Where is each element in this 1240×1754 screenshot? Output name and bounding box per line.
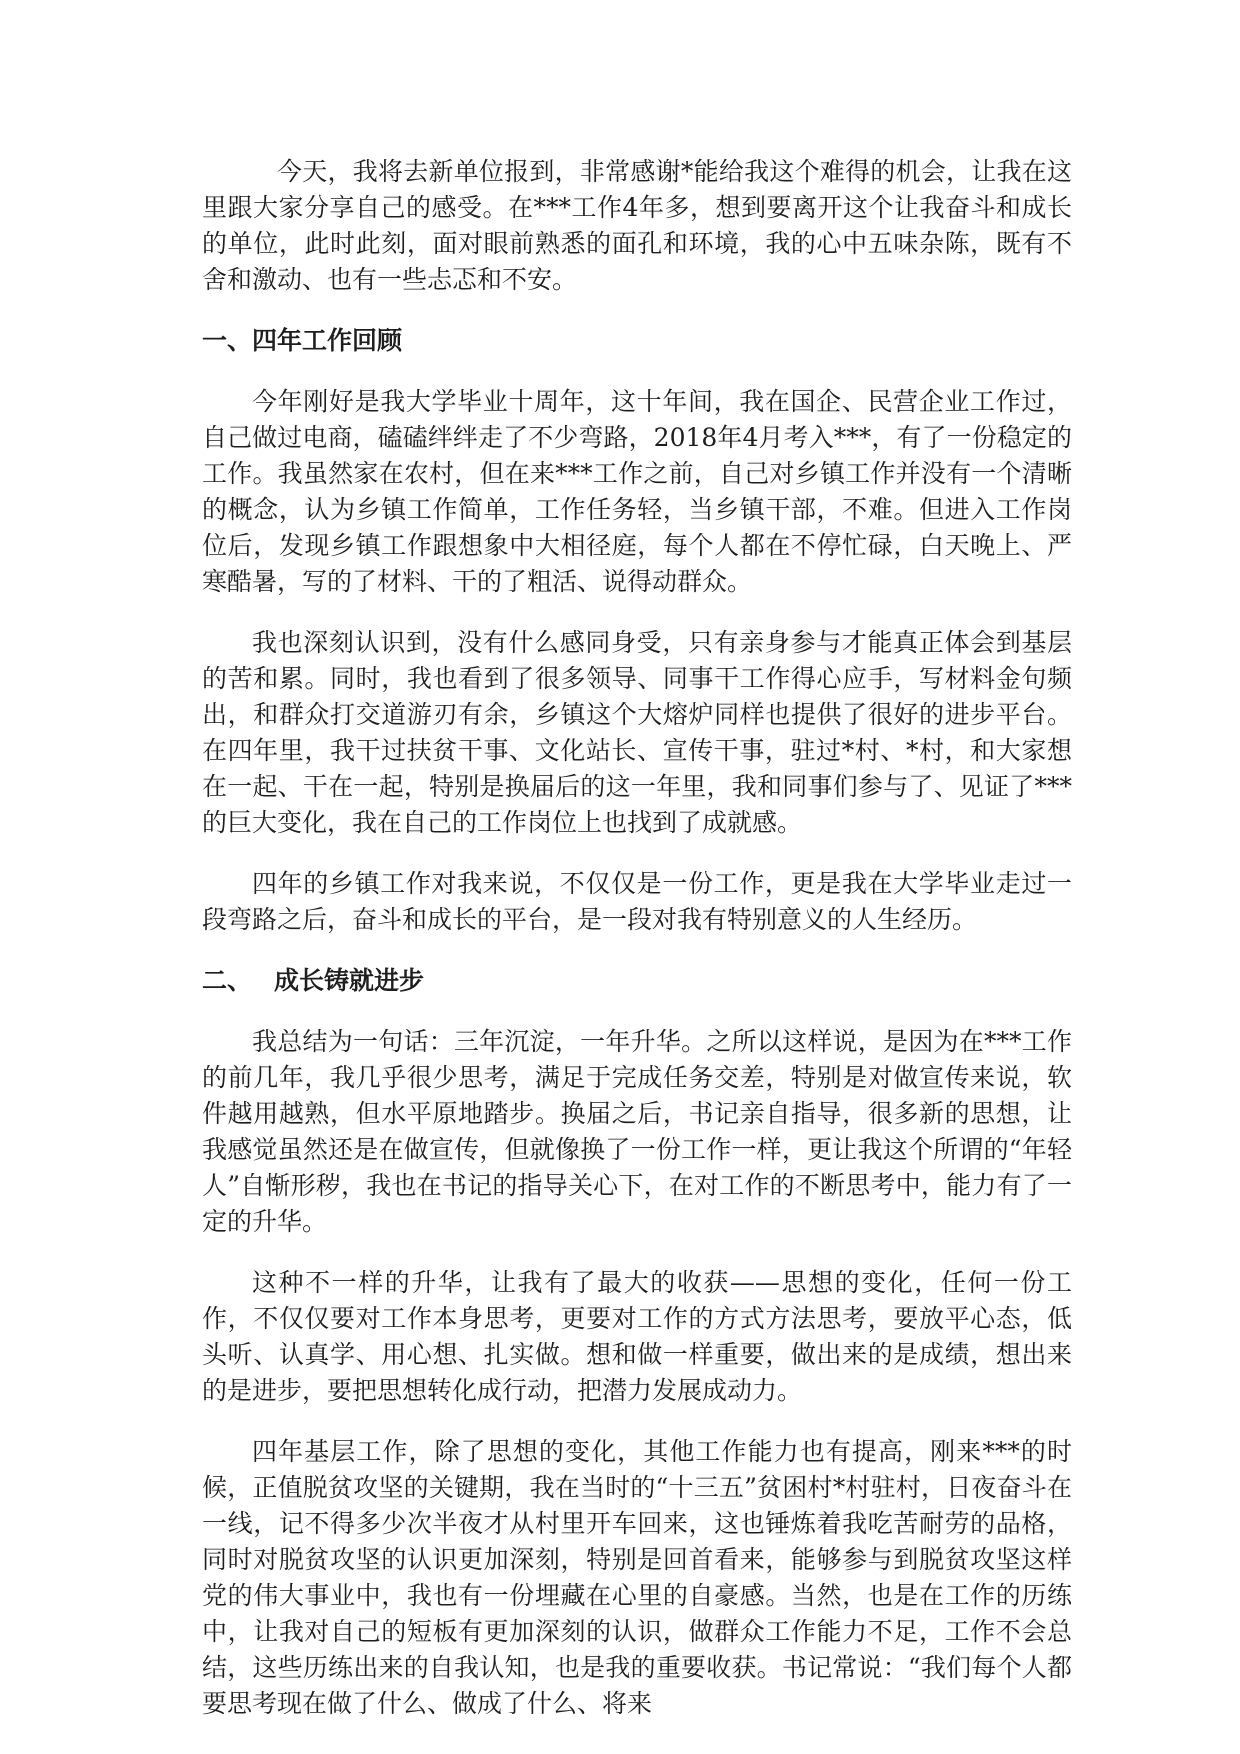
section-heading-1: [202, 323, 1072, 359]
section2-paragraph-1: 我总结为一句话：三年沉淀，一年升华。之所以这样说，是因为在***工作的前几年，我几乎很少思考，满足于完成任务交差，特别是对做宣传来说，软件越用越熟，但水平原地踏步。换届之后，书记亲自指导，很多新的思想，让我感觉虽然还是在做宣传，但就像换了一份工作一样，更让我这个所谓的“年轻人”自惭形秽，我也在书记的指导关心下，在对工作的不断思考中，能力有了一定的升华。: [202, 1027, 1072, 1236]
section-heading-2: [202, 963, 1072, 999]
section1-paragraph-2: 我也深刻认识到，没有什么感同身受，只有亲身参与才能真正体会到基层的苦和累。同时，我也看到了很多领导、同事干工作得心应手，写材料金句频出，和群众打交道游刃有余，乡镇这个大熔炉同样也提供了很好的进步平台。在四年里，我干过扶贫干事、文化站长、宣传干事，驻过*村、*村，和大家想在一起、干在一起，特别是换届后的这一年里，我和同事们参与了、见证了***的巨大变化，我在自己的工作岗位上也找到了成就感。: [202, 628, 1072, 837]
section1-paragraph-3: 四年的乡镇工作对我来说，不仅仅是一份工作，更是我在大学毕业走过一段弯路之后，奋斗和成长的平台，是一段对我有特别意义的人生经历。: [202, 869, 1072, 934]
document-body: [202, 154, 1072, 1722]
section-heading-2-title: 成长铸就进步: [274, 966, 425, 995]
section2-paragraph-2: 这种不一样的升华，让我有了最大的收获——思想的变化，任何一份工作，不仅仅要对工作本身思考，更要对工作的方式方法思考，要放平心态，低头听、认真学、用心想、扎实做。想和做一样重要，做出来的是成绩，想出来的是进步，要把思想转化成行动，把潜力发展成动力。: [202, 1268, 1072, 1405]
section-heading-2-number: 二、: [202, 966, 253, 995]
section-heading-1-text: 一、四年工作回顾: [202, 326, 403, 355]
section2-paragraph-3: 四年基层工作，除了思想的变化，其他工作能力也有提高，刚来***的时候，正值脱贫攻坚的关键期，我在当时的“十三五”贫困村*村驻村，日夜奋斗在一线，记不得多少次半夜才从村里开车回来，这也锤炼着我吃苦耐劳的品格，同时对脱贫攻坚的认识更加深刻，特别是回首看来，能够参与到脱贫攻坚这样党的伟大事业中，我也有一份埋藏在心里的自豪感。当然，也是在工作的历练中，让我对自己的短板有更加深刻的认识，做群众工作能力不足，工作不会总结，这些历练出来的自我认知，也是我的重要收获。书记常说：“我们每个人都要思考现在做了什么、做成了什么、将来: [202, 1437, 1072, 1718]
section1-paragraph-1: 今年刚好是我大学毕业十周年，这十年间，我在国企、民营企业工作过，自己做过电商，磕磕绊绊走了不少弯路，2018年4月考入***，有了一份稳定的工作。我虽然家在农村，但在来***工作之前，自己对乡镇工作并没有一个清晰的概念，认为乡镇工作简单，工作任务轻，当乡镇干部，不难。但进入工作岗位后，发现乡镇工作跟想象中大相径庭，每个人都在不停忙碌，白天晚上、严寒酷暑，写的了材料、干的了粗活、说得动群众。: [202, 387, 1072, 596]
intro-paragraph: 今天，我将去新单位报到，非常感谢*能给我这个难得的机会，让我在这里跟大家分享自己的感受。在***工作4年多，想到要离开这个让我奋斗和成长的单位，此时此刻，面对眼前熟悉的面孔和环境，我的心中五味杂陈，既有不舍和激动、也有一些忐忑和不安。: [202, 157, 1072, 294]
